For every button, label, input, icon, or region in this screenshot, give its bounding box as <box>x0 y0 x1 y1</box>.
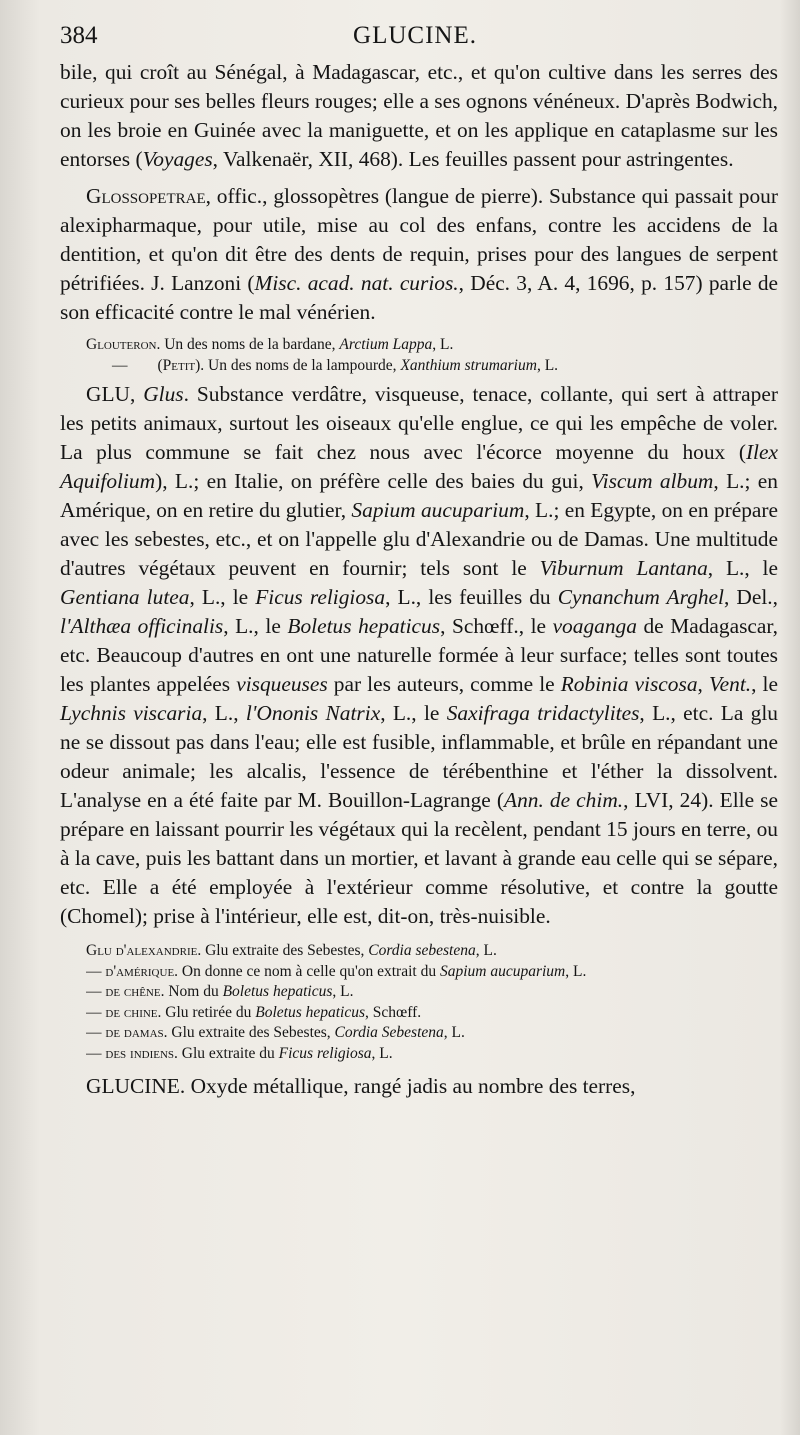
ditto-dash: — <box>86 962 102 980</box>
subentry-headword: de damas <box>105 1024 164 1041</box>
italic-term: visqueuses <box>236 672 328 696</box>
subentry-glu-indiens <box>86 1044 778 1065</box>
italic-citation: Ann. de chim. <box>504 788 624 812</box>
entry-text: par les auteurs, comme le <box>327 672 561 696</box>
subentry-headword: Glu d'alexandrie <box>86 942 198 959</box>
italic-species: Saxifraga tridactylites <box>446 701 640 725</box>
italic-species: Viburnum Lantana <box>539 556 708 580</box>
entry-text: , L., le <box>223 614 288 638</box>
paragraph-continuation <box>60 58 778 174</box>
entry-text: , L. <box>432 336 454 353</box>
running-title: GLUCINE. <box>353 22 477 49</box>
entry-text: , Déc. 3, A. 4, 1696, p. 157) parle de son efficacité contre le mal vénérien. <box>60 271 779 324</box>
subentry-glu-damas <box>86 1023 778 1044</box>
italic-citation: Voyages <box>142 147 213 171</box>
subentry-text: , Schœff. <box>365 1003 422 1021</box>
subentry-text: , L. <box>332 983 354 1000</box>
italic-latin: Glus <box>143 382 184 406</box>
entry-text: , L., <box>202 701 246 725</box>
subentry-text: . Nom du <box>160 983 223 1000</box>
subentry-headword: d'amérique <box>105 962 175 980</box>
glu-subentries <box>86 941 778 1064</box>
italic-species: l'Ononis Natrix <box>245 701 381 725</box>
italic-species: Boletus hepaticus <box>287 614 441 638</box>
entry-glossopetrae <box>60 182 778 327</box>
entry-text: , L.; en Egypte, on en prépare avec les sebestes, etc., et on l'appelle glu d'Alexandrie ou de Damas. Une multitude d'autres végétaux peuvent en fournir; tels sont le <box>60 498 778 580</box>
entry-glu: GLU, Glus. Substance verdâtre, visqueuse, tenace, collante, qui sert à attraper les petits animaux, surtout les oiseaux qu'elle englue, ce qui les empêche de voler. La plus commune se fait chez nous avec l'écorce moyenne du houx (Ilex Aquifolium), L.; en Italie, on préfère celle des baies du gui, Viscum album, L.; en Amérique, on en retire du glutier, Sapium aucuparium, L.; en Egypte, on en prépare avec les sebestes, etc., et on l'appelle glu d'Alexandrie ou de Damas. Une multitude d'autres végétaux peuvent en fournir; tels sont le Viburnum Lantana, L., le Gentiana lutea, L., le Ficus religiosa, L., les feuilles du Cynanchum Arghel, Del., l'Althæa officinalis, L., le Boletus hepaticus, Schœff., le voaganga de Madagascar, etc. Beaucoup d'autres en ont une naturelle formée à leur surface; telles sont toutes les plantes appelées visqueuses par les auteurs, comme le Robinia viscosa, Vent., le Lychnis viscaria, L., l'Ononis Natrix, L., le Saxifraga tridactylites, L., etc. La glu ne se dissout pas dans l'eau; elle est fusible, inflammable, et brûle en répandant une odeur animale; les alcalis, l'essence de térébenthine et l'éther la dissolvent. L'analyse en a été faite par M. Bouillon-Lagrange (Ann. de chim., LVI, 24). Elle se prépare en laissant pourrir les végétaux qui la recèlent, pendant 15 jours en terre, ou à la cave, puis les battant dans un mortier, et lavant à grande eau celle qui se sépare, etc. Elle a été employée à l'extérieur comme résolutive, et contre la goutte (Chomel); prise à l'intérieur, elle est, dit-on, très-nuisible. <box>60 382 779 928</box>
entry-text: , L. <box>536 356 559 374</box>
italic-species: Ilex Aquifolium <box>60 440 778 493</box>
subentry-glu-alexandrie <box>86 941 778 962</box>
entry-text: , Del., <box>723 585 778 609</box>
entry-headword: GLUCINE <box>86 1074 180 1098</box>
entry-text: , LVI, 24). Elle se prépare en laissant pourrir les végétaux qui la recèlent, pendant 15 jours en terre, ou à la cave, puis les battant dans un mortier, et lavant à grande eau celle qui se sépare, etc. Elle a été employée à l'extérieur comme résolutive, et contre la goutte (Chomel); prise à l'intérieur, elle est, dit-on, très-nuisible. <box>60 788 778 928</box>
ditto-dash: — <box>86 983 102 1000</box>
entry-text: , L.; en Amérique, on en retire du glutier, <box>60 469 778 522</box>
entry-headword: (Petit) <box>157 356 201 374</box>
italic-species: Sapium aucuparium <box>439 962 566 980</box>
subentry-text: . On donne ce nom à celle qu'on extrait du <box>174 962 440 980</box>
entry-text: , Schœff., le <box>440 614 553 638</box>
subentry-text: , L. <box>371 1044 393 1062</box>
italic-species: Ficus religiosa <box>255 585 386 609</box>
subentry-text: . Glu extraite des Sebestes, <box>163 1024 335 1041</box>
entry-text: . Substance verdâtre, visqueuse, tenace, collante, qui sert à attraper les petits animaux, surtout les oiseaux qu'elle englue, ce qui les empêche de voler. La plus commune se fait chez nous avec l'écorce moyenne du houx ( <box>60 382 778 464</box>
italic-citation: Misc. acad. nat. curios. <box>254 271 459 295</box>
italic-author: Vent. <box>708 672 752 696</box>
entry-text: , L., le <box>189 585 256 609</box>
italic-species: Cynanchum Arghel <box>557 585 724 609</box>
paragraph-text: , Valkenaër, XII, 468). Les feuilles passent pour astringentes. <box>212 147 734 171</box>
entry-text: de Madagascar, etc. Beaucoup d'autres en ont une naturelle formée à leur surface; telles sont toutes les plantes appelées <box>60 614 779 696</box>
subentry-text: , L. <box>565 962 587 980</box>
entry-text: ), L.; en Italie, on préfère celle des baies du gui, <box>155 469 592 493</box>
subentry-glu-chene <box>86 982 778 1003</box>
entry-text: , offic., glossopètres (langue de pierre). Substance qui passait pour alexipharmaque, pour utile, mise au col des enfans, contre les accidens de la dentition, et qu'on dit être des dents de requin, prises pour des langues de serpent pétrifiées. J. Lanzoni ( <box>60 184 778 295</box>
entry-headword: GLU <box>86 382 130 406</box>
italic-species: Boletus hepaticus <box>222 983 333 1000</box>
entry-text: , L., les feuilles du <box>385 585 558 609</box>
subentry-glu-amerique <box>86 962 778 983</box>
italic-species: voaganga <box>552 614 637 638</box>
subentry-glu-chine <box>86 1003 778 1024</box>
entry-text: , L., le <box>707 556 778 580</box>
italic-species: Cordia Sebestena <box>334 1024 444 1041</box>
subentry-text: , L. <box>443 1024 465 1041</box>
page-number: 384 <box>60 22 98 49</box>
italic-species: Robinia viscosa <box>560 672 698 696</box>
page-header <box>60 22 770 52</box>
entry-headword: Glouteron <box>86 336 157 353</box>
italic-species: Viscum album <box>591 469 714 493</box>
page-body <box>60 58 778 1109</box>
entry-text: , <box>697 672 709 696</box>
italic-species: Gentiana lutea <box>60 585 190 609</box>
entry-glouteron <box>86 335 778 376</box>
entry-text: . Un des noms de la bardane, <box>156 336 340 353</box>
subentry-text: . Glu extraite du <box>174 1044 279 1062</box>
italic-species: l'Althæa officinalis <box>60 614 224 638</box>
entry-text: , L., etc. La glu ne se dissout pas dans l'eau; elle est fusible, inflammable, et brûle en répandant une odeur animale; les alcalis, l'essence de térébenthine et l'éther la dissolvent. L'analyse en a été faite par M. Bouillon-Lagrange ( <box>60 701 778 812</box>
glouteron-line <box>86 335 778 356</box>
paragraph-text: bile, qui croît au Sénégal, à Madagascar, etc., et qu'on cultive dans les serres des curieux pour ses belles fleurs rouges; elle a ses ognons vénéneux. D'après Bodwich, on les broie en Guinée avec la maniguette, et on les applique en cataplasme sur les entorses ( <box>60 60 778 171</box>
entry-headword: Glossopetrae <box>86 184 206 208</box>
subentry-text: . Glu extraite des Sebestes, <box>197 942 369 959</box>
ditto-dash: — <box>86 1044 102 1062</box>
ditto-dash: — <box>112 356 128 374</box>
italic-species: Cordia sebestena <box>368 942 476 959</box>
italic-species: Ficus religiosa <box>278 1044 372 1062</box>
entry-glucine <box>60 1072 778 1101</box>
italic-species: Sapium aucuparium <box>351 498 525 522</box>
italic-species: Lychnis viscaria <box>60 701 203 725</box>
entry-text: . Oxyde métallique, rangé jadis au nombre des terres, <box>179 1074 636 1098</box>
ditto-dash: — <box>86 1024 102 1041</box>
subentry-headword: de chêne <box>105 983 161 1000</box>
subentry-text: . Glu retirée du <box>157 1003 256 1021</box>
italic-species: Boletus hepaticus <box>255 1003 366 1021</box>
subentry-headword: des indiens <box>105 1044 175 1062</box>
subentry-headword: de chine <box>105 1003 158 1021</box>
entry-text: , L., le <box>380 701 447 725</box>
italic-species: Xanthium strumarium <box>400 356 537 374</box>
ditto-dash: — <box>86 1003 102 1021</box>
subentry-text: , L. <box>475 942 497 959</box>
italic-species: Arctium Lappa <box>339 336 433 353</box>
entry-text: , le <box>751 672 778 696</box>
glouteron-petit-line <box>86 356 778 377</box>
entry-text: . Un des noms de la lampourde, <box>200 356 401 374</box>
